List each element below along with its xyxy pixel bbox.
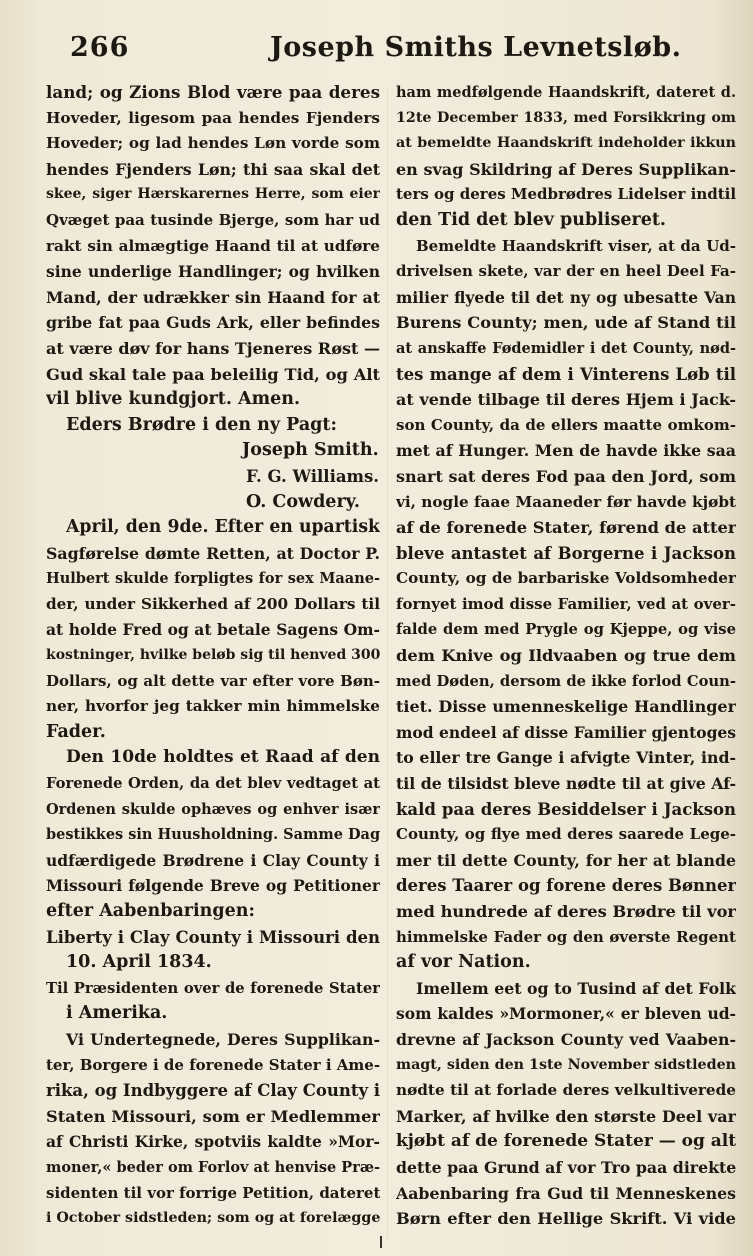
text-line: fornyet imod disse Familier, ved at over- (396, 594, 736, 613)
text-line: 12te December 1833, med Forsikkring om (396, 109, 736, 126)
left-text-column (46, 80, 380, 1232)
text-line: udfærdigede Brødrene i Clay County i (46, 850, 380, 870)
text-line: Eders Brødre i den ny Pagt: (66, 414, 337, 435)
text-line: ner, hvorfor jeg takker min himmelske (46, 697, 380, 716)
text-line: Burens County; men, ude af Stand til (396, 313, 736, 333)
text-line: med Døden, dersom de ikke forlod Coun- (396, 672, 736, 690)
text-line: af Christi Kirke, spotviis kaldte »Mor- (46, 1132, 380, 1152)
text-line: at holde Fred og at betale Sagens Om- (46, 620, 380, 640)
text-line: vi, nogle faae Maaneder før havde kjøbt (396, 492, 736, 511)
text-line: skee, siger Hærskarernes Herre, som eier (46, 186, 380, 203)
text-line: Børn efter den Hellige Skrift. Vi vide (396, 1209, 736, 1229)
text-line: drevne af Jackson County ved Vaaben- (396, 1029, 736, 1049)
text-line: Missouri følgende Breve og Petitioner (46, 876, 380, 896)
text-line: mer til dette County, for her at blande (396, 850, 736, 870)
text-line: ham medfølgende Haandskrift, dateret d. (396, 84, 736, 101)
text-line: Fader. (46, 721, 106, 742)
text-line: Til Præsidenten over de forenede Stater (46, 979, 380, 997)
text-line: Vi Undertegnede, Deres Supplikan- (66, 1029, 380, 1049)
text-line: sine underlige Handlinger; og hvilken (46, 262, 380, 282)
text-line: Marker, af hvilke den største Deel var (396, 1106, 736, 1126)
text-line: County, og flye med deres saarede Lege- (396, 825, 736, 844)
text-line: tiet. Disse umenneskelige Handlinger (396, 697, 736, 717)
text-line: bestikkes sin Huusholdning. Samme Dag (46, 826, 380, 844)
text-line: Den 10de holdtes et Raad af den (66, 747, 380, 768)
text-line: snart sat deres Fod paa den Jord, som (396, 466, 736, 486)
text-line: dem Knive og Ildvaaben og true dem (396, 646, 736, 666)
print-mark (380, 1236, 382, 1248)
text-line: Staten Missouri, som er Medlemmer (46, 1106, 380, 1126)
text-line: at være døv for hans Tjeneres Røst — (46, 338, 380, 358)
text-line: kostninger, hvilke beløb sig til henved 300 (46, 647, 380, 664)
text-line: efter Aabenbaringen: (46, 901, 255, 921)
text-line: der, under Sikkerhed af 200 Dollars til (46, 594, 380, 613)
text-line: Mand, der udrækker sin Haand for at (46, 287, 380, 307)
text-line: at bemeldte Haandskrift indeholder ikkun (396, 135, 736, 152)
text-line: af de forenede Stater, førend de atter (396, 518, 736, 538)
text-line: to eller tre Gange i afvigte Vinter, ind- (396, 748, 736, 768)
running-title: Joseph Smiths Levnetsløb. (270, 32, 682, 63)
text-line: falde dem med Prygle og Kjeppe, og vise (396, 621, 736, 639)
text-line: sidenten til vor forrige Petition, dateret (46, 1183, 380, 1202)
text-line: i Amerika. (66, 1003, 168, 1024)
text-line: ter, Borgere i de forenede Stater i Ame- (46, 1055, 380, 1074)
text-line: mod endeel af disse Familier gjentoges (396, 722, 736, 742)
text-line: rika, og Indbyggere af Clay County i (46, 1081, 380, 1101)
text-line: son County, da de ellers maatte omkom- (396, 415, 736, 434)
text-line: at anskaffe Fødemidler i det County, nød- (396, 339, 736, 357)
text-line: O. Cowdery. (246, 491, 360, 512)
text-line: Liberty i Clay County i Missouri den (46, 927, 380, 947)
text-line: kjøbt af de forenede Stater — og alt (396, 1131, 736, 1152)
text-line: ters og deres Medbrødres Lidelser indtil (396, 185, 736, 204)
text-line: 10. April 1834. (66, 952, 212, 973)
text-line: Forenede Orden, da det blev vedtaget at (46, 775, 380, 793)
text-line: tes mange af dem i Vinterens Løb til (396, 364, 736, 384)
text-line: dette paa Grund af vor Tro paa direkte (396, 1157, 736, 1177)
text-line: bleve antastet af Borgerne i Jackson (396, 543, 736, 563)
text-line: Hoveder, ligesom paa hendes Fjenders (46, 108, 380, 127)
text-line: Dollars, og alt dette var efter vore Bøn- (46, 671, 380, 690)
text-line: af vor Nation. (396, 952, 531, 973)
text-line: en svag Skildring af Deres Supplikan- (396, 159, 736, 179)
text-line: Ordenen skulde ophæves og enhver især (46, 800, 380, 818)
text-line: magt, siden den 1ste November sidstleden (396, 1056, 736, 1073)
text-line: vil blive kundgjort. Amen. (46, 389, 301, 410)
text-line: Aabenbaring fra Gud til Menneskenes (396, 1183, 736, 1203)
text-line: Bemeldte Haandskrift viser, at da Ud- (416, 236, 736, 255)
text-line: F. G. Williams. (246, 466, 380, 486)
text-line: den Tid det blev publiseret. (396, 209, 667, 230)
text-line: gribe fat paa Guds Ark, eller befindes (46, 313, 380, 333)
text-line: moner,« beder om Forlov at henvise Præ- (46, 1158, 380, 1176)
text-line: Gud skal tale paa beleilig Tid, og Alt (46, 364, 380, 384)
text-line: milier flyede til det ny og ubesatte Van (396, 287, 736, 307)
text-line: kald paa deres Besiddelser i Jackson (396, 799, 736, 819)
text-line: deres Taarer og forene deres Bønner (396, 876, 736, 896)
page-number: 266 (70, 32, 130, 63)
text-line: at vende tilbage til deres Hjem i Jack- (396, 390, 736, 410)
text-line: Qvæget paa tusinde Bjerge, som har ud (46, 210, 380, 229)
text-line: Hulbert skulde forpligtes for sex Maane- (46, 570, 380, 588)
page-header (0, 28, 753, 72)
text-line: Joseph Smith. (242, 440, 379, 461)
text-line: hendes Fjenders Løn; thi saa skal det (46, 159, 380, 179)
text-line: met af Hunger. Men de havde ikke saa (396, 441, 736, 461)
right-text-column (396, 80, 736, 1232)
text-line: drivelsen skete, var der en heel Deel Fa- (396, 262, 736, 281)
text-line: land; og Zions Blod være paa deres (46, 82, 380, 102)
text-line: April, den 9de. Efter en upartisk (66, 517, 380, 538)
text-line: til de tilsidst bleve nødte til at give Af- (396, 774, 736, 794)
text-line: Hoveder; og lad hendes Løn vorde som (46, 134, 380, 153)
text-line: med hundrede af deres Brødre til vor (396, 902, 736, 921)
text-line: i October sidstleden; som og at forelægge (46, 1210, 380, 1227)
text-line: rakt sin almægtige Haand til at udføre (46, 236, 380, 255)
text-line: Sagførelse dømte Retten, at Doctor P. (46, 543, 380, 563)
text-line: County, og de barbariske Voldsomheder (396, 569, 736, 588)
text-line: himmelske Fader og den øverste Regent (396, 927, 736, 946)
text-line: som kaldes »Mormoner,« er bleven ud- (396, 1004, 736, 1024)
column-gutter (387, 88, 388, 1238)
text-line: Imellem eet og to Tusind af det Folk (416, 978, 736, 998)
text-line: nødte til at forlade deres velkultiverede (396, 1081, 736, 1100)
